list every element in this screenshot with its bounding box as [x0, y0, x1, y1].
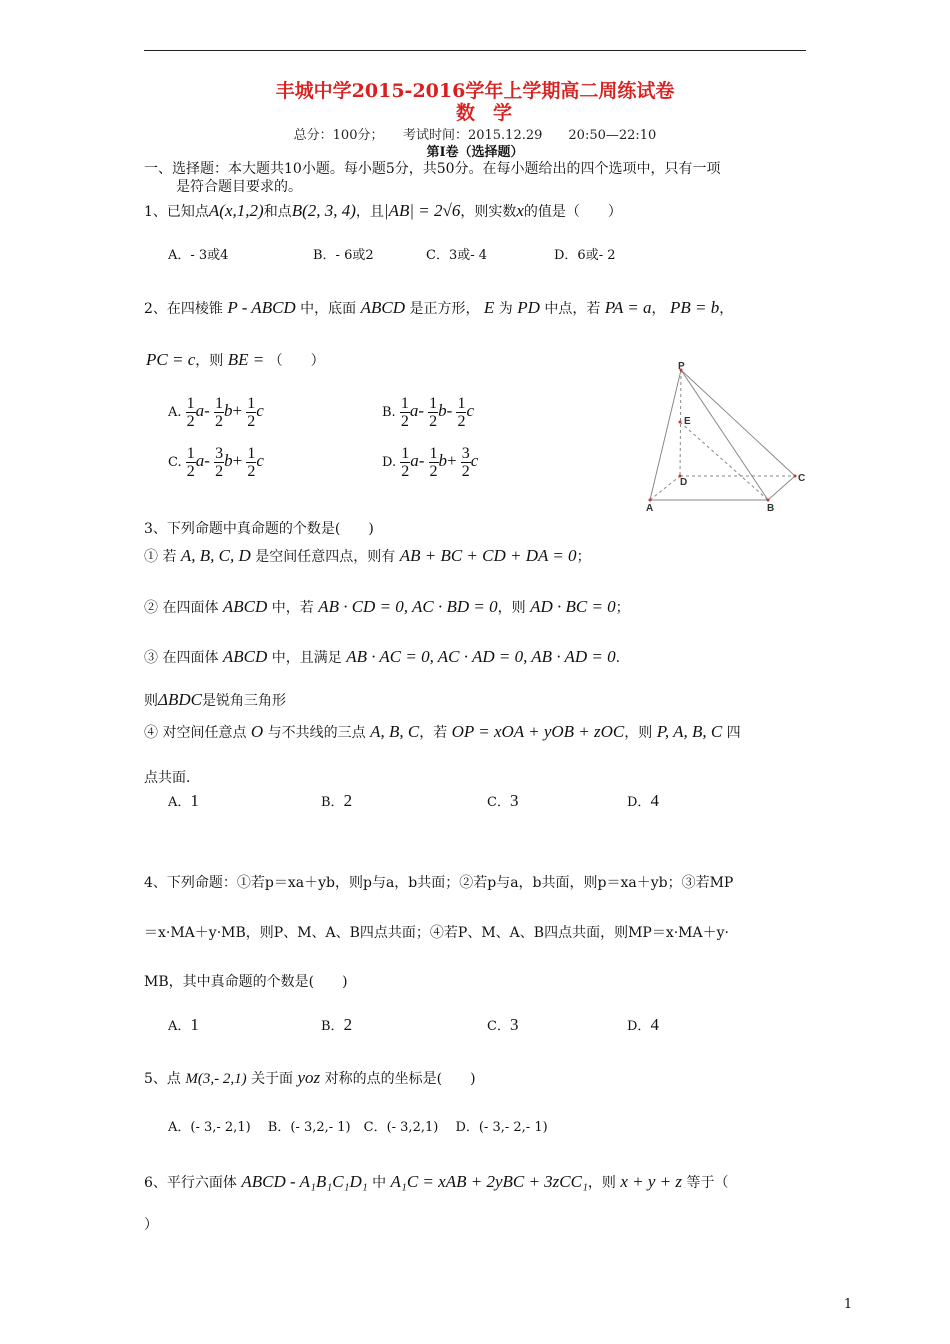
q6-sum: x + y + z [620, 1172, 682, 1191]
q3-option-b [321, 791, 352, 811]
q1-prefix: 1、已知点 [144, 204, 209, 220]
q5-options: A．(- 3,- 2,1) B．(- 3,2,- 1) C．(- 3,2,1) D．(- 3,- 2,- 1) [168, 1120, 548, 1135]
q1-suffix: ，则实数 [460, 204, 517, 220]
q2-pa: PA = a [604, 298, 652, 317]
q3-s1-mid: 是空间任意四点，则有 [255, 549, 396, 565]
q2-option-a-label: A. [168, 405, 182, 420]
q3-s1-points: A, B, C, D [180, 546, 251, 565]
q2-option-d: D. $\frac{1}{2}$ a- $\frac{1}{2}$ b+ $\frac{3}{2}$ c [382, 445, 479, 480]
q4-option-c-label: C． [487, 1019, 510, 1034]
q3-s4-mid: 与不共线的三点 [267, 725, 366, 741]
q2-option-d-label: D. [382, 455, 397, 470]
label-e: E [684, 416, 691, 427]
q2-be: BE = [227, 350, 265, 369]
q3-s3-eq: AB · AC = 0, AC · AD = 0, AB · AD = 0 [346, 647, 616, 666]
q3-option-d [627, 791, 659, 811]
q3-option-b-label: B． [321, 795, 344, 810]
q5-suffix: 对称的点的坐标是( ) [324, 1071, 476, 1087]
q3-s1-pre: ① 若 [144, 549, 177, 565]
q3-s4-points: A, B, C [370, 722, 420, 741]
q3-s4-if: ，若 [419, 725, 448, 741]
q2-t3: 为 [498, 301, 513, 317]
question-5 [144, 1068, 476, 1088]
label-c: C [798, 473, 806, 484]
q4-line1: 4、下列命题：①若p＝xa＋yb，则p与a，b共面；②若p与a，b共面，则p＝xa＋yb；③若MP [144, 875, 734, 891]
q6-solid: ABCD - A₁B₁C₁D₁ [241, 1172, 368, 1191]
q2-option-c: C. $\frac{1}{2}$ a- $\frac{3}{2}$ b+ $\frac{1}{2}$ c [168, 445, 264, 480]
q3-option-c-label: C． [487, 795, 510, 810]
q4-option-d-value: 4 [650, 1015, 659, 1034]
q2-base: ABCD [360, 298, 405, 317]
q2-line2 [146, 350, 325, 370]
q3-s2-eq: AB · CD = 0, AC · BD = 0 [318, 597, 498, 616]
q3-s2-res: AD · BC = 0 [530, 597, 616, 616]
section-instructions-line1: 一、选择题：本大题共10小题。每小题5分，共50分。在每小题给出的四个选项中，只有一项 [144, 161, 721, 177]
q3-stem: 3、下列命题中真命题的个数是( ) [144, 521, 374, 537]
q2-pyramid: P - ABCD [227, 298, 296, 317]
q3-s2-mid: 中，若 [271, 600, 314, 616]
q6-suffix: 等于（ [686, 1175, 729, 1191]
q2-prefix: 2、在四棱锥 [144, 301, 223, 317]
question-2: 2、在四棱锥 P - ABCD 中，底面 ABCD 是正方形， E 为 PD 中点，若 PA = a， PB = b， [144, 298, 734, 317]
q4-option-a-value: 1 [190, 1015, 199, 1034]
q6-eq: A₁C = xAB + 2yBC + 3zCC₁ [390, 1172, 588, 1191]
q6-then: ，则 [587, 1175, 616, 1191]
q3-statement-2: ② 在四面体 ABCD 中，若 AB · CD = 0, AC · BD = 0，则 AD · BC = 0； [144, 597, 630, 616]
question-1 [144, 201, 622, 221]
q3-s4-four: 四 [726, 725, 741, 741]
q2-t4: 中点，若 [544, 301, 601, 317]
q3-option-c-value: 3 [509, 791, 519, 810]
q2-pb: PB = b [669, 298, 720, 317]
q1-point-b: B(2, 3, 4) [291, 201, 356, 220]
q4-option-a [168, 1015, 199, 1035]
q4-option-d-label: D． [627, 1019, 651, 1034]
question-6 [144, 1172, 728, 1192]
q3-statement-4-line2: 点共面. [144, 770, 191, 786]
q3-s3-triangle: ΔBDC [158, 690, 202, 709]
label-d: D [680, 477, 688, 488]
q2-t5: ，则 [195, 353, 224, 369]
q3-s3-line2-pre: 则 [144, 693, 158, 709]
label-p: P [678, 361, 685, 372]
part-heading: 第Ⅰ卷（选择题） [426, 145, 524, 160]
label-b: B [767, 503, 775, 514]
q5-point: M(3,- 2,1) [185, 1071, 247, 1087]
q3-s2-pre: ② 在四面体 [144, 600, 219, 616]
q3-statement-3: ③ 在四面体 ABCD 中，且满足 AB · AC = 0, AC · AD = 0, AB · AD = 0. [144, 647, 621, 666]
q3-s4-o: O [250, 722, 264, 741]
q1-comma: ，且 [355, 204, 384, 220]
q4-option-c-value: 3 [509, 1015, 519, 1034]
q4-option-b-label: B． [321, 1019, 344, 1034]
q6-mid: 中 [372, 1175, 387, 1191]
q1-option-a: A．- 3或4 [168, 248, 229, 263]
q2-option-b: B. $\frac{1}{2}$ a- $\frac{1}{2}$ b- $\frac{1}{2}$ c [382, 395, 474, 430]
q4-option-a-label: A． [168, 1019, 191, 1034]
q2-option-c-label: C. [168, 455, 182, 470]
q3-s4-pre: ④ 对空间任意点 [144, 725, 247, 741]
q2-option-a: A. $\frac{1}{2}$ a- $\frac{1}{2}$ b+ $\frac{1}{2}$ c [168, 395, 264, 430]
q4-line2: ＝x·MA＋y·MB，则P、M、A、B四点共面；④若P、M、A、B四点共面，则MP＝x·MA＋y· [144, 925, 729, 941]
q5-plane: yoz [297, 1068, 321, 1087]
q3-s2-tetra: ABCD [222, 597, 268, 616]
q2-t2: 是正方形， [409, 301, 480, 317]
label-a: A [646, 503, 654, 514]
exam-title: 丰城中学2015-2016学年上学期高二周练试卷 [275, 80, 675, 102]
q5-mid: 关于面 [251, 1071, 294, 1087]
q1-var: x [516, 201, 524, 220]
q6-prefix: 6、平行六面体 [144, 1175, 237, 1191]
q3-option-a-value: 1 [190, 791, 199, 810]
q3-statement-4 [144, 722, 741, 742]
q3-s2-then: ，则 [497, 600, 526, 616]
q6-line2: ） [144, 1217, 158, 1233]
q5-prefix: 5、点 [144, 1071, 181, 1087]
q3-option-d-value: 4 [650, 791, 659, 810]
section-instructions-line2: 是符合题目要求的。 [176, 179, 302, 195]
q1-option-d: D．6或- 2 [554, 248, 616, 263]
q2-t1: 中，底面 [300, 301, 357, 317]
subject-title: 数学 [455, 102, 530, 124]
q3-s4-then: ，则 [624, 725, 653, 741]
q3-s1-eq: AB + BC + CD + DA = 0 [399, 546, 577, 565]
edge-pc [681, 370, 795, 476]
q4-option-b [321, 1015, 352, 1035]
q3-option-a [168, 791, 199, 811]
edge-bc [768, 476, 795, 500]
q3-s3-tetra: ABCD [222, 647, 268, 666]
q2-pc: PC = c [146, 350, 196, 369]
q3-s4-points2: P, A, B, C [656, 722, 723, 741]
q3-option-c [487, 791, 518, 811]
header-rule [144, 50, 806, 51]
q4-option-d [627, 1015, 659, 1035]
q2-paren: （ ） [268, 353, 325, 369]
q3-s3-pre: ③ 在四面体 [144, 650, 219, 666]
q1-option-c: C．3或- 4 [426, 248, 488, 263]
page-number: 1 [843, 1297, 853, 1312]
edge-pa [650, 370, 681, 500]
q1-point-a: A(x,1,2) [208, 201, 264, 220]
q3-option-b-value: 2 [343, 791, 353, 810]
q2-e: E [483, 298, 495, 317]
q1-end: 的值是（ ） [523, 204, 622, 220]
q3-s4-eq: OP = xOA + yOB + zOC [451, 722, 625, 741]
q2-option-b-label: B. [382, 405, 396, 420]
q3-s3-mid: 中，且满足 [271, 650, 342, 666]
q4-line3: MB，其中真命题的个数是( ) [144, 974, 348, 990]
exam-info: 总分：100分； 考试时间：2015.12.29 20:50—22:10 [293, 128, 657, 143]
q2-pd: PD [517, 298, 540, 317]
q3-option-a-label: A． [168, 795, 191, 810]
q1-option-b: B．- 6或2 [313, 248, 374, 263]
q1-distance: |AB| = 2√6 [383, 201, 461, 220]
q4-option-b-value: 2 [343, 1015, 353, 1034]
q3-s3-line2-post: 是锐角三角形 [201, 693, 286, 709]
pyramid-figure [640, 360, 820, 520]
q1-mid: 和点 [263, 204, 292, 220]
q4-option-c [487, 1015, 518, 1035]
q3-option-d-label: D． [627, 795, 651, 810]
q3-statement-1: ① 若 A, B, C, D 是空间任意四点，则有 AB + BC + CD + DA = 0； [144, 546, 591, 565]
q3-statement-3-line2 [144, 690, 286, 710]
